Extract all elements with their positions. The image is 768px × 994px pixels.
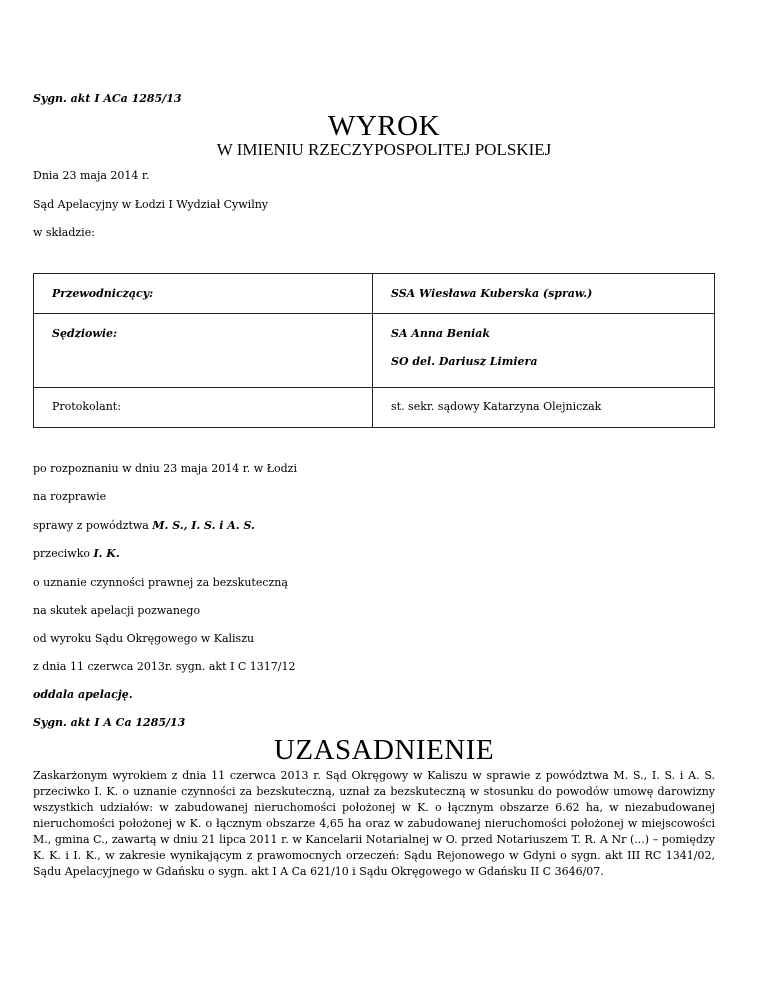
- court-panel-table: [33, 273, 715, 428]
- panel-label-cell: [34, 388, 373, 428]
- justification-paragraph: Zaskarżonym wyrokiem z dnia 11 czerwca 2013 r. Sąd Okręgowy w Kaliszu w sprawie z powództwa M. S., I. S. i A. S. przeciwko I. K. o uznanie czynności za bezskuteczną, uznał za bezskuteczną w stosunku do powodów umowę darowizny wszystkich udziałów: w zabudowanej nieruchomości położonej w K. o łącznym obszarze 6.62 ha, w niezabudowanej nieruchomości położonej w K. o łącznym obszarze 4,65 ha oraz w zabudowanej nieruchomości położonej w miejscowości M., gmina C., zawartą w dniu 21 lipca 2011 r. w Kancelarii Notarialnej w O. przed Notariuszem T. R. A Nr (...) – pomiędzy K. K. i I. K., w zakresie wynikającym z prawomocnych orzeczeń: Sądu Rejonowego w Gdyni o sygn. akt III RC 1341/02, Sądu Apelacyjnego w Gdańsku o sygn. akt I A Ca 621/10 i Sądu Okręgowego w Gdańsku II C 3646/07.: [33, 769, 715, 878]
- chair-name: SSA Wiesława Kuberska (spraw.): [391, 287, 593, 300]
- lower-court-ruling-ref: z dnia 11 czerwca 2013r. sygn. akt I C 1317/12: [33, 660, 296, 673]
- hearing-date-place: po rozpoznaniu w dniu 23 maja 2014 r. w Łodzi: [33, 462, 297, 475]
- verdict-date: Dnia 23 maja 2014 r.: [33, 169, 150, 182]
- chair-label: Przewodniczący:: [52, 287, 154, 300]
- panel-row-judges: [34, 314, 715, 388]
- plaintiffs-prefix: sprawy z powództwa: [33, 519, 153, 532]
- panel-value-cell: [373, 274, 715, 314]
- hearing-type: na rozprawie: [33, 490, 107, 503]
- panel-value-cell: [373, 388, 715, 428]
- judges-label: Sędziowie:: [52, 327, 118, 340]
- panel-row-chair: [34, 274, 715, 314]
- panel-label-cell: [34, 274, 373, 314]
- panel-value-cell: [373, 314, 715, 388]
- defendant-prefix: przeciwko: [33, 547, 94, 560]
- panel-label-cell: [34, 314, 373, 388]
- judge-name: SA Anna Beniak: [391, 327, 491, 340]
- clerk-name: st. sekr. sądowy Katarzyna Olejniczak: [391, 400, 602, 413]
- plaintiffs-line: [33, 519, 255, 533]
- verdict-title: WYROK: [327, 110, 441, 142]
- court-name: Sąd Apelacyjny w Łodzi I Wydział Cywilny: [33, 198, 269, 211]
- judge-name: SO del. Dariusz Limiera: [391, 355, 538, 368]
- ruling-text: oddala apelację.: [33, 688, 133, 701]
- composition-label: w składzie:: [33, 226, 95, 239]
- case-reference: Sygn. akt I ACa 1285/13: [33, 92, 182, 105]
- justification-title: UZASADNIENIE: [273, 734, 495, 766]
- clerk-label: Protokolant:: [52, 400, 121, 413]
- defendant-line: [33, 547, 120, 561]
- justification-case-reference: Sygn. akt I A Ca 1285/13: [33, 716, 186, 729]
- lower-court: od wyroku Sądu Okręgowego w Kaliszu: [33, 632, 255, 645]
- panel-row-clerk: [34, 388, 715, 428]
- appeal-basis: na skutek apelacji pozwanego: [33, 604, 201, 617]
- verdict-subtitle: W IMIENIU RZECZYPOSPOLITEJ POLSKIEJ: [216, 140, 552, 159]
- plaintiffs-names: M. S., I. S. i A. S.: [152, 519, 255, 532]
- defendant-name: I. K.: [93, 547, 120, 560]
- claim-subject: o uznanie czynności prawnej za bezskuteczną: [33, 576, 288, 589]
